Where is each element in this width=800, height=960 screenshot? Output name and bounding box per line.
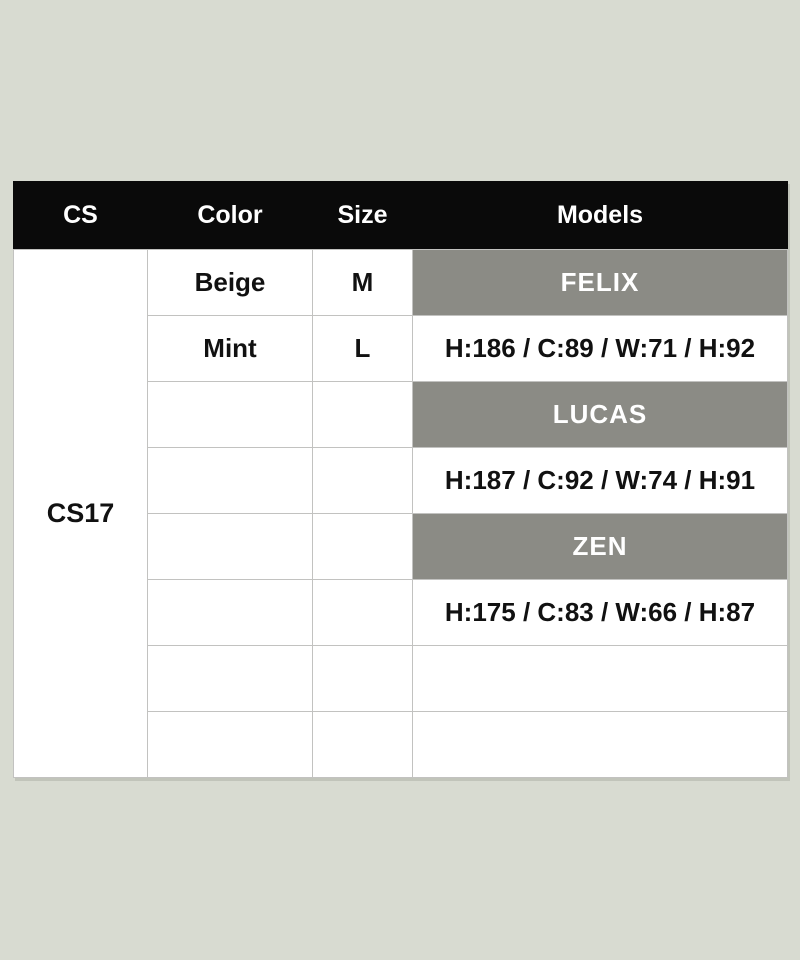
model-measurements-cell (413, 646, 788, 712)
color-cell (148, 712, 313, 778)
header-cell-color: Color (148, 182, 313, 250)
color-cell (148, 514, 313, 580)
size-cell: L (313, 316, 413, 382)
color-cell (148, 580, 313, 646)
size-cell (313, 514, 413, 580)
header-row (14, 182, 788, 250)
color-cell (148, 646, 313, 712)
cs-group-cell: CS17 (14, 250, 148, 778)
size-cell (313, 646, 413, 712)
model-measurements-cell: H:186 / C:89 / W:71 / H:92 (413, 316, 788, 382)
color-cell: Beige (148, 250, 313, 316)
size-cell (313, 580, 413, 646)
model-name-cell: LUCAS (413, 382, 788, 448)
size-chart-header (14, 182, 788, 250)
color-cell: Mint (148, 316, 313, 382)
size-cell (313, 382, 413, 448)
size-cell (313, 712, 413, 778)
size-chart-body (14, 250, 788, 778)
size-cell (313, 448, 413, 514)
model-name-cell: FELIX (413, 250, 788, 316)
size-cell: M (313, 250, 413, 316)
color-cell (148, 382, 313, 448)
model-measurements-cell: H:175 / C:83 / W:66 / H:87 (413, 580, 788, 646)
size-chart-table (13, 181, 788, 778)
table-row (14, 250, 788, 316)
header-cell-size: Size (313, 182, 413, 250)
color-cell (148, 448, 313, 514)
model-measurements-cell (413, 712, 788, 778)
header-cell-cs: CS (14, 182, 148, 250)
header-cell-models: Models (413, 182, 788, 250)
model-measurements-cell: H:187 / C:92 / W:74 / H:91 (413, 448, 788, 514)
model-name-cell: ZEN (413, 514, 788, 580)
